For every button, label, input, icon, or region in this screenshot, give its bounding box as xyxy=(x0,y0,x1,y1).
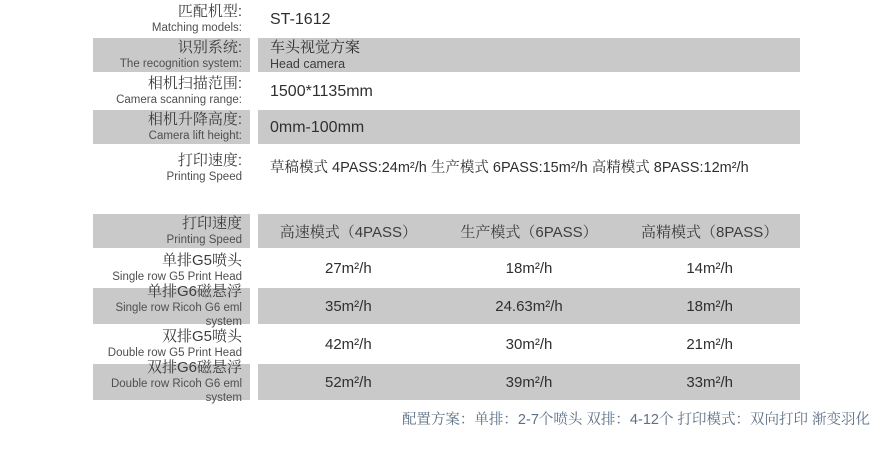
spec-value-text: ST-1612 xyxy=(270,10,331,28)
spec-value-subtext: Head camera xyxy=(270,57,346,71)
speed-row-values xyxy=(258,364,800,400)
speed-row-values xyxy=(258,326,800,362)
speed-row-label-zh: 双排G5喷头 xyxy=(161,328,242,345)
column-gap xyxy=(250,214,258,248)
column-gap xyxy=(250,288,258,324)
speed-row-double-g5 xyxy=(93,326,800,362)
spec-label-en: Camera scanning range: xyxy=(116,94,242,106)
spec-value-text: 草稿模式 4PASS:24m²/h 生产模式 6PASS:15m²/h 高精模式 8PASS:12m²/h xyxy=(270,160,749,176)
spec-label-en: Camera lift height: xyxy=(148,130,242,142)
spec-value xyxy=(258,110,800,144)
spec-value xyxy=(258,148,800,188)
speed-value-6pass: 24.63m²/h xyxy=(495,297,563,315)
column-gap xyxy=(250,326,258,362)
speed-row-single-g5 xyxy=(93,250,800,286)
spec-value xyxy=(258,2,800,36)
column-gap xyxy=(250,364,258,400)
speed-row-label-en: Double row G5 Print Head xyxy=(107,347,242,359)
column-header-4pass: 高速模式（4PASS） xyxy=(279,223,417,241)
column-gap xyxy=(250,74,258,108)
speed-header-label xyxy=(93,214,250,248)
spec-label-zh: 相机升降高度: xyxy=(147,111,242,128)
speed-value-8pass: 33m²/h xyxy=(686,373,734,391)
speed-row-label-zh: 单排G6磁悬浮 xyxy=(146,283,242,300)
spec-value xyxy=(258,38,800,72)
spec-label-zh: 匹配机型: xyxy=(177,3,242,20)
column-gap xyxy=(250,38,258,72)
spec-label-zh: 打印速度: xyxy=(177,152,242,169)
speed-row-label-en: Double row Ricoh G6 eml system xyxy=(110,378,242,404)
speed-row-label-zh: 双排G6磁悬浮 xyxy=(146,359,242,376)
spec-label-zh: 识别系统: xyxy=(177,39,242,56)
speed-row-label xyxy=(93,326,250,362)
speed-row-label xyxy=(93,359,250,404)
speed-row-label xyxy=(93,283,250,328)
speed-row-label-en: Single row G5 Print Head xyxy=(112,271,242,283)
speed-row-label xyxy=(93,250,250,286)
spec-label-en: Printing Speed xyxy=(166,171,242,183)
speed-value-6pass: 18m²/h xyxy=(505,259,553,277)
speed-row-values xyxy=(258,250,800,286)
configuration-note: 配置方案：单排：2-7个喷头 双排：4-12个 打印模式：双向打印 渐变羽化 xyxy=(401,412,870,428)
speed-value-6pass: 39m²/h xyxy=(505,373,553,391)
speed-value-8pass: 14m²/h xyxy=(686,259,734,277)
speed-table xyxy=(93,214,800,402)
speed-table-header-row xyxy=(93,214,800,248)
column-gap xyxy=(250,250,258,286)
speed-row-label-en: Single row Ricoh G6 eml system xyxy=(115,302,242,328)
speed-value-8pass: 18m²/h xyxy=(686,297,734,315)
speed-header-label-en: Printing Speed xyxy=(166,234,242,246)
speed-row-single-g6 xyxy=(93,283,800,328)
spec-label xyxy=(93,38,250,72)
spec-value-text: 车头视觉方案 xyxy=(270,39,361,56)
spec-label-en: The recognition system: xyxy=(119,58,242,70)
spec-label xyxy=(93,110,250,144)
column-gap xyxy=(250,2,258,36)
spec-label-zh: 相机扫描范围: xyxy=(147,75,242,92)
spec-value xyxy=(258,74,800,108)
speed-row-double-g6 xyxy=(93,359,800,404)
spec-row-matching-model xyxy=(93,2,800,36)
column-gap xyxy=(250,148,258,188)
speed-row-label-zh: 单排G5喷头 xyxy=(161,252,242,269)
spec-row-printing-speed xyxy=(93,148,800,188)
spec-value-text: 1500*1135mm xyxy=(270,82,373,100)
spec-label xyxy=(93,2,250,36)
speed-header-label-zh: 打印速度 xyxy=(181,215,242,232)
spec-value-text: 0mm-100mm xyxy=(270,118,365,136)
spec-row-recognition-system xyxy=(93,38,800,72)
speed-row-values xyxy=(258,288,800,324)
column-header-6pass: 生产模式（6PASS） xyxy=(460,223,598,241)
speed-value-8pass: 21m²/h xyxy=(686,335,734,353)
spec-table xyxy=(93,2,800,190)
spec-label-en: Matching models: xyxy=(151,22,242,34)
spec-label xyxy=(93,148,250,188)
speed-value-6pass: 30m²/h xyxy=(505,335,553,353)
speed-header-columns xyxy=(258,214,800,248)
spec-row-camera-lift-height xyxy=(93,110,800,144)
spec-row-camera-scanning-range xyxy=(93,74,800,108)
column-gap xyxy=(250,110,258,144)
speed-value-4pass: 42m²/h xyxy=(324,335,372,353)
spec-label xyxy=(93,74,250,108)
speed-value-4pass: 52m²/h xyxy=(324,373,372,391)
column-header-8pass: 高精模式（8PASS） xyxy=(641,223,779,241)
speed-value-4pass: 27m²/h xyxy=(324,259,372,277)
speed-value-4pass: 35m²/h xyxy=(324,297,372,315)
